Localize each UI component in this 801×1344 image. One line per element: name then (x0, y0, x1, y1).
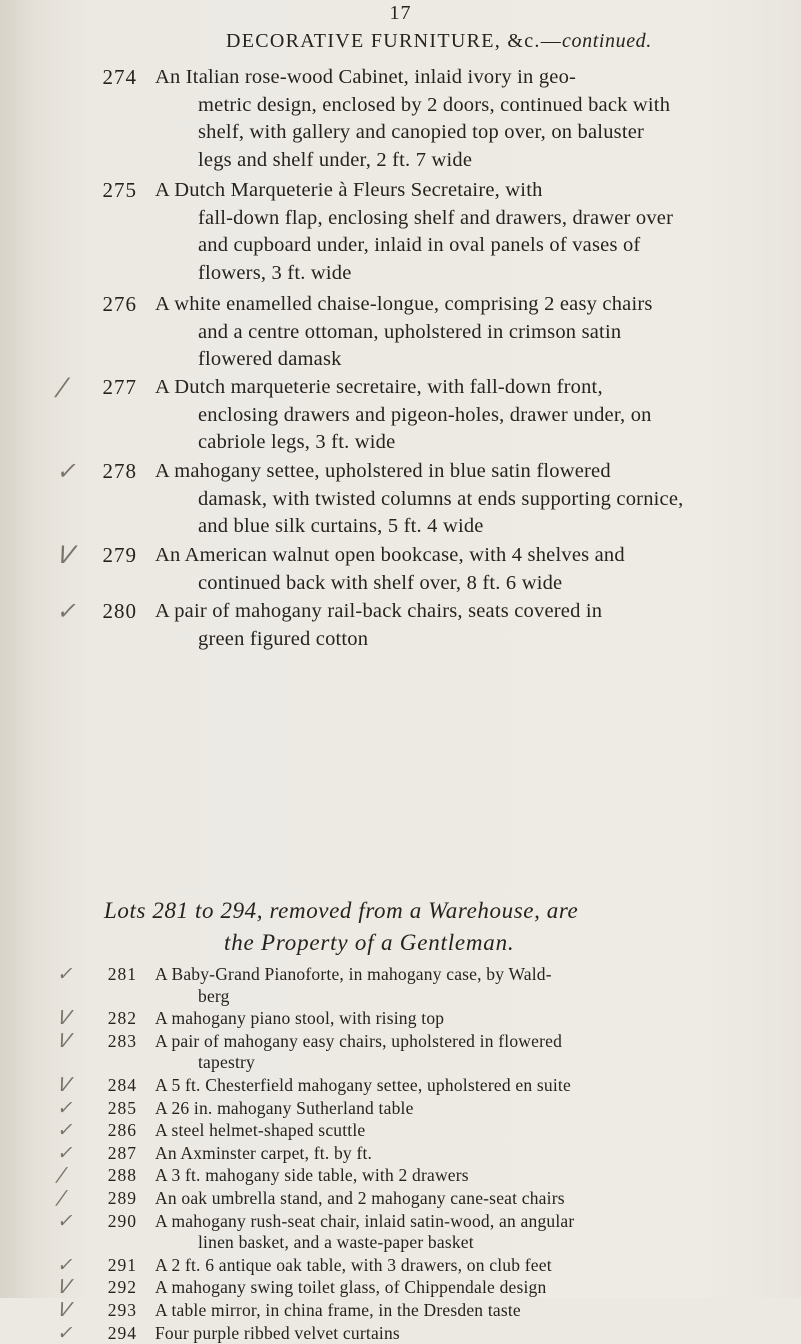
lot-description (155, 964, 791, 1007)
lot-number: 276 (102, 292, 137, 316)
lot-number: 282 (107, 1008, 137, 1029)
lot-number: 291 (107, 1254, 137, 1275)
lot-line: An Axminster carpet, ft. by ft. (155, 1142, 373, 1163)
lot-description (155, 1165, 791, 1187)
lot-description (155, 1323, 791, 1344)
check-mark: / (55, 373, 70, 401)
lot-number: 275 (102, 178, 137, 202)
lot-line: A mahogany piano stool, with rising top (155, 1008, 445, 1029)
lot-description (155, 458, 791, 541)
lot-line: fall-down flap, enclosing shelf and drawers, drawer over (198, 206, 674, 229)
lot-line: A 5 ft. Chesterfield mahogany settee, upholstered en suite (155, 1075, 571, 1095)
lot-line: A mahogany settee, upholstered in blue satin flowered (155, 460, 611, 482)
check-mark: ✓ (55, 1209, 77, 1232)
lot-line: A 2 ft. 6 antique oak table, with 3 drawers, on club feet (155, 1254, 552, 1275)
check-mark: V (55, 541, 78, 569)
lot-line: A Dutch Marqueterie à Fleurs Secretaire, with (155, 179, 543, 201)
check-mark: V (55, 1007, 74, 1030)
lot-line: and a centre ottoman, upholstered in crimson satin (198, 320, 622, 343)
lot-line: flowers, 3 ft. wide (198, 261, 352, 284)
lot-line: damask, with twisted columns at ends supporting cornice, (198, 487, 684, 510)
lot-number: 294 (107, 1322, 137, 1343)
lot-line: A white enamelled chaise-longue, comprising 2 easy chairs (155, 293, 653, 315)
lot-description (155, 1255, 791, 1277)
lot-number: 277 (102, 375, 137, 399)
heading-title: DECORATIVE FURNITURE, &c.— (226, 30, 563, 52)
lot-line: and cupboard under, inlaid in oval panels of vases of (198, 234, 641, 256)
lot-line: A Baby-Grand Pianoforte, in mahogany case, by Wald- (155, 964, 552, 984)
lot-description (155, 177, 791, 287)
lot-line: shelf, with gallery and canopied top over, on baluster (198, 121, 645, 143)
check-mark: V (55, 1029, 74, 1052)
check-mark: V (55, 1299, 74, 1321)
lot-line: An American walnut open bookcase, with 4 shelves and (155, 544, 625, 566)
lot-description (155, 1188, 791, 1210)
lot-line: A pair of mahogany easy chairs, upholstered in flowered (155, 1030, 563, 1051)
lot-description (155, 1031, 791, 1074)
lot-line: A pair of mahogany rail-back chairs, seats covered in (155, 600, 603, 622)
check-mark: ✓ (55, 457, 82, 485)
lot-description (155, 542, 791, 597)
check-mark: ✓ (55, 1096, 77, 1119)
lot-number: 284 (107, 1075, 137, 1095)
lot-line: A mahogany swing toilet glass, of Chippendale design (155, 1277, 547, 1298)
lot-line: metric design, enclosed by 2 doors, continued back with (198, 93, 671, 116)
lot-description (155, 1143, 791, 1165)
lot-number: 288 (107, 1165, 137, 1186)
check-mark: ✓ (55, 963, 77, 985)
lot-description (155, 1098, 791, 1120)
lot-description (155, 1300, 791, 1322)
lot-number: 281 (107, 964, 137, 984)
lot-line: A steel helmet-shaped scuttle (155, 1120, 366, 1141)
lot-line: A Dutch marqueterie secretaire, with fall-down front, (155, 376, 603, 398)
lot-line: enclosing drawers and pigeon-holes, drawer under, on (198, 403, 652, 426)
lot-line: linen basket, and a waste-paper basket (198, 1232, 474, 1253)
lot-description (155, 1277, 791, 1299)
lot-line: continued back with shelf over, 8 ft. 6 wide (198, 571, 563, 594)
lot-line: berg (198, 985, 230, 1006)
lot-line: tapestry (198, 1052, 255, 1073)
check-mark: V (55, 1276, 74, 1299)
lot-line: flowered damask (198, 348, 342, 370)
lot-number: 292 (107, 1277, 137, 1298)
lot-line: A 26 in. mahogany Sutherland table (155, 1097, 414, 1118)
lot-line: A table mirror, in china frame, in the Dresden taste (155, 1300, 521, 1320)
lot-line: Four purple ribbed velvet curtains (155, 1322, 400, 1343)
lot-description (155, 1075, 791, 1097)
check-mark: ✓ (55, 597, 82, 625)
lot-number: 286 (107, 1120, 137, 1141)
lot-number: 278 (102, 459, 137, 483)
check-mark: V (55, 1074, 74, 1096)
lot-description (155, 291, 791, 374)
lot-description (155, 374, 791, 457)
lot-line: green figured cotton (198, 627, 369, 650)
lot-line: and blue silk curtains, 5 ft. 4 wide (198, 515, 484, 537)
lot-number: 280 (102, 599, 137, 623)
lot-number: 283 (107, 1030, 137, 1051)
check-mark: ✓ (55, 1141, 77, 1164)
heading-continued: continued. (562, 30, 652, 52)
check-mark: ✓ (55, 1321, 77, 1344)
lot-description (155, 1211, 791, 1254)
lot-number: 289 (107, 1188, 137, 1208)
check-mark: / (55, 1187, 67, 1209)
lot-number: 274 (102, 65, 137, 89)
section-subtitle: the Property of a Gentleman. (224, 930, 515, 955)
check-mark: / (55, 1164, 67, 1187)
lot-description (155, 1120, 791, 1142)
lot-description (155, 1008, 791, 1030)
lot-number: 293 (107, 1300, 137, 1320)
lot-line: A mahogany rush-seat chair, inlaid satin-wood, an angular (155, 1210, 575, 1231)
page-number: 17 (389, 2, 412, 24)
lot-number: 290 (107, 1210, 137, 1231)
lot-line: cabriole legs, 3 ft. wide (198, 431, 396, 453)
lot-line: An oak umbrella stand, and 2 mahogany cane-seat chairs (155, 1188, 565, 1208)
page-heading (226, 30, 652, 53)
lot-description (155, 598, 791, 653)
check-mark: ✓ (55, 1253, 77, 1276)
lot-number: 287 (107, 1142, 137, 1163)
lot-description (155, 64, 791, 174)
lot-number: 285 (107, 1097, 137, 1118)
lot-number: 279 (102, 543, 137, 567)
section-title: Lots 281 to 294, removed from a Warehouse, are (104, 898, 579, 923)
lot-line: An Italian rose-wood Cabinet, inlaid ivory in geo- (155, 66, 577, 88)
lot-line: A 3 ft. mahogany side table, with 2 drawers (155, 1165, 469, 1186)
lot-line: legs and shelf under, 2 ft. 7 wide (198, 148, 473, 171)
check-mark: ✓ (55, 1119, 77, 1142)
